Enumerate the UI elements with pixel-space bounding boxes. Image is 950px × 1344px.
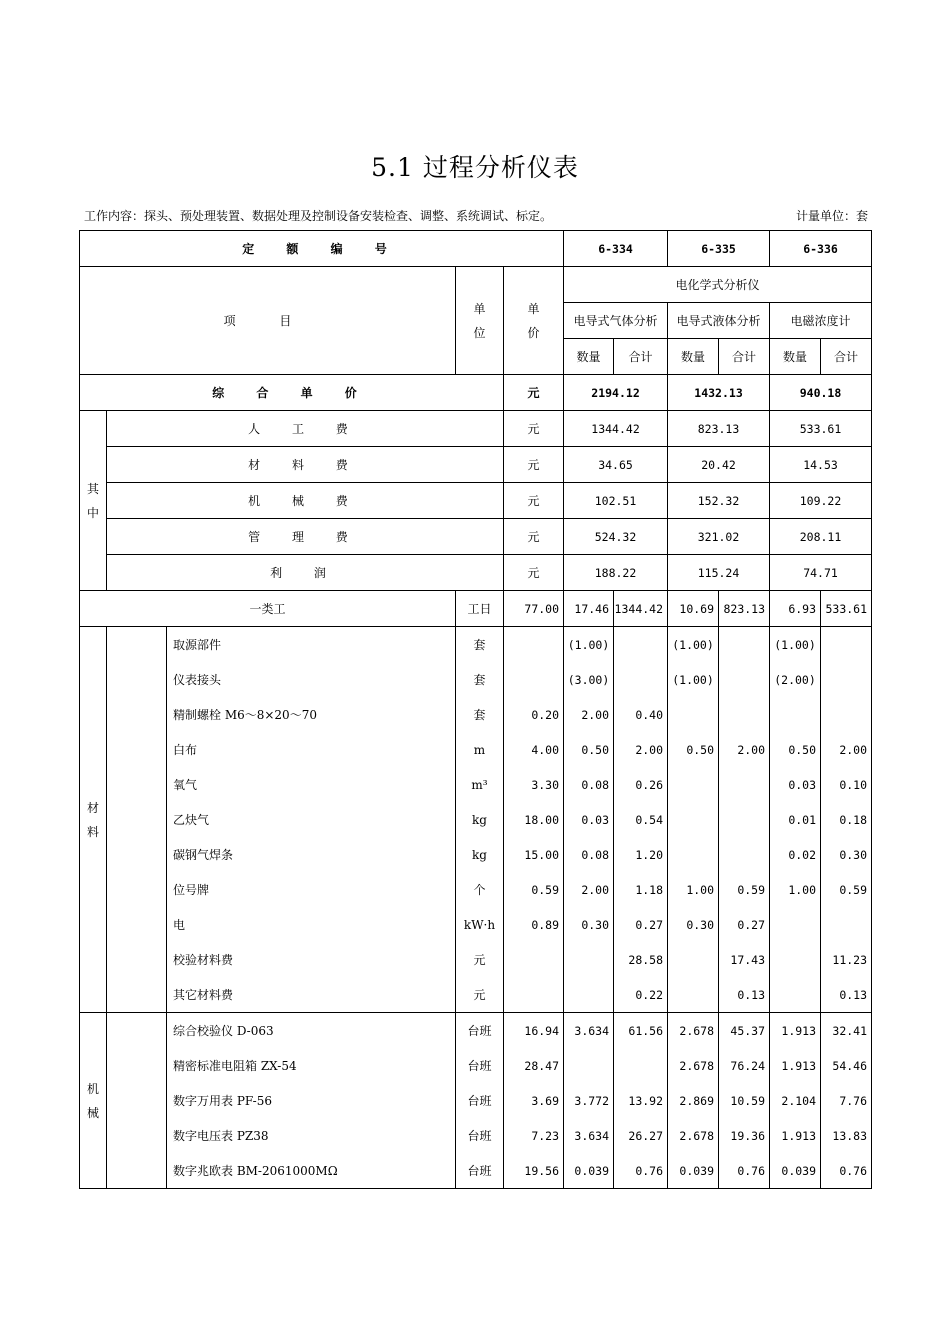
unit-header: 单位 <box>456 267 504 375</box>
materials-cell: 0.03 <box>770 767 821 802</box>
price-header: 单价 <box>504 267 564 375</box>
materials-cell: 0.01 <box>770 802 821 837</box>
materials-price <box>504 627 564 663</box>
materials-cell: 2.00 <box>564 697 614 732</box>
breakdown-value: 74.71 <box>770 555 872 591</box>
machinery-name: 数字电压表 PZ38 <box>167 1118 456 1153</box>
materials-price: 3.30 <box>504 767 564 802</box>
labor-price: 77.00 <box>504 591 564 627</box>
materials-cell <box>719 627 770 663</box>
breakdown-value: 34.65 <box>564 447 668 483</box>
qty-label: 数量 <box>668 339 719 375</box>
header-row-group <box>80 267 872 303</box>
breakdown-value: 208.11 <box>770 519 872 555</box>
materials-cell: 0.50 <box>668 732 719 767</box>
machinery-cell: 0.039 <box>770 1153 821 1189</box>
materials-cell <box>719 662 770 697</box>
materials-name: 电 <box>167 907 456 942</box>
machinery-cell: 0.039 <box>564 1153 614 1189</box>
materials-name: 校验材料费 <box>167 942 456 977</box>
quota-no-label: 定 额 编 号 <box>80 231 564 267</box>
machinery-cell <box>614 1048 668 1083</box>
breakdown-row <box>80 411 872 447</box>
materials-row <box>80 977 872 1013</box>
materials-row <box>80 662 872 697</box>
materials-name: 取源部件 <box>167 627 456 663</box>
materials-cell: 0.40 <box>614 697 668 732</box>
materials-cell: 0.27 <box>614 907 668 942</box>
machinery-cell: 2.678 <box>668 1048 719 1083</box>
materials-cell: 0.59 <box>719 872 770 907</box>
machinery-cell: 3.634 <box>564 1013 614 1049</box>
machinery-cell: 45.37 <box>719 1013 770 1049</box>
breakdown-value: 533.61 <box>770 411 872 447</box>
materials-cell <box>719 767 770 802</box>
machinery-cell: 2.678 <box>668 1118 719 1153</box>
materials-cell: 0.10 <box>821 767 872 802</box>
materials-name: 乙炔气 <box>167 802 456 837</box>
materials-row <box>80 627 872 663</box>
work-content: 工作内容：探头、预处理装置、数据处理及控制设备安装检查、调整、系统调试、标定。 <box>84 209 553 223</box>
machinery-unit: 台班 <box>456 1153 504 1189</box>
materials-name: 氧气 <box>167 767 456 802</box>
subtype-label: 电导式气体分析 <box>564 303 668 339</box>
machinery-name: 综合校验仪 D-063 <box>167 1013 456 1049</box>
machinery-cell: 0.039 <box>668 1153 719 1189</box>
materials-cell: 0.26 <box>614 767 668 802</box>
labor-label: 一类工 <box>80 591 456 627</box>
subtype-label: 电导式液体分析 <box>668 303 770 339</box>
materials-price: 4.00 <box>504 732 564 767</box>
materials-cell: 2.00 <box>719 732 770 767</box>
machinery-cell: 26.27 <box>614 1118 668 1153</box>
materials-row <box>80 942 872 977</box>
labor-row <box>80 591 872 627</box>
labor-cell: 6.93 <box>770 591 821 627</box>
breakdown-label: 管 理 费 <box>107 519 504 555</box>
materials-cell: 0.18 <box>821 802 872 837</box>
materials-cell <box>719 697 770 732</box>
machinery-cell: 0.76 <box>821 1153 872 1189</box>
summary-value: 2194.12 <box>564 375 668 411</box>
materials-unit: kg <box>456 802 504 837</box>
breakdown-unit: 元 <box>504 555 564 591</box>
materials-cell: 2.00 <box>821 732 872 767</box>
machinery-cell: 0.76 <box>614 1153 668 1189</box>
breakdown-group-label: 其中 <box>80 411 107 591</box>
machinery-group-label: 机械 <box>80 1013 107 1189</box>
breakdown-value: 14.53 <box>770 447 872 483</box>
materials-cell: (1.00) <box>770 627 821 663</box>
machinery-cell: 2.104 <box>770 1083 821 1118</box>
materials-unit: 个 <box>456 872 504 907</box>
machinery-cell: 1.913 <box>770 1048 821 1083</box>
materials-cell: 0.08 <box>564 837 614 872</box>
machinery-unit: 台班 <box>456 1083 504 1118</box>
summary-value: 940.18 <box>770 375 872 411</box>
quota-code: 6-335 <box>668 231 770 267</box>
group-label: 电化学式分析仪 <box>564 267 872 303</box>
materials-cell: 0.54 <box>614 802 668 837</box>
machinery-cell: 10.59 <box>719 1083 770 1118</box>
materials-cell <box>719 837 770 872</box>
machinery-cell: 32.41 <box>821 1013 872 1049</box>
materials-cell: 0.30 <box>564 907 614 942</box>
machinery-row <box>80 1013 872 1049</box>
materials-cell: 0.22 <box>614 977 668 1013</box>
breakdown-label: 人 工 费 <box>107 411 504 447</box>
materials-group-label: 材料 <box>80 627 107 1013</box>
machinery-row <box>80 1118 872 1153</box>
materials-name: 碳钢气焊条 <box>167 837 456 872</box>
breakdown-label: 机 械 费 <box>107 483 504 519</box>
machinery-name: 精密标准电阻箱 ZX-54 <box>167 1048 456 1083</box>
breakdown-label: 利 润 <box>107 555 504 591</box>
materials-cell <box>821 662 872 697</box>
materials-row <box>80 732 872 767</box>
breakdown-row <box>80 555 872 591</box>
machinery-price: 7.23 <box>504 1118 564 1153</box>
materials-cell: 0.08 <box>564 767 614 802</box>
materials-unit: 套 <box>456 662 504 697</box>
materials-cell <box>564 977 614 1013</box>
breakdown-value: 20.42 <box>668 447 770 483</box>
labor-cell: 10.69 <box>668 591 719 627</box>
materials-row <box>80 802 872 837</box>
materials-spacer <box>107 627 167 1013</box>
machinery-cell: 7.76 <box>821 1083 872 1118</box>
materials-cell: 1.20 <box>614 837 668 872</box>
materials-cell: 11.23 <box>821 942 872 977</box>
materials-row <box>80 837 872 872</box>
materials-cell: (3.00) <box>564 662 614 697</box>
materials-price: 0.20 <box>504 697 564 732</box>
materials-cell: 0.13 <box>821 977 872 1013</box>
machinery-row <box>80 1153 872 1189</box>
materials-cell: 2.00 <box>614 732 668 767</box>
machinery-cell <box>564 1048 614 1083</box>
machinery-cell: 3.772 <box>564 1083 614 1118</box>
machinery-row <box>80 1083 872 1118</box>
machinery-cell: 19.36 <box>719 1118 770 1153</box>
qty-label: 数量 <box>564 339 614 375</box>
machinery-cell: 0.76 <box>719 1153 770 1189</box>
materials-cell: 0.27 <box>719 907 770 942</box>
materials-price <box>504 977 564 1013</box>
materials-cell <box>668 977 719 1013</box>
breakdown-value: 115.24 <box>668 555 770 591</box>
quota-no-row <box>80 231 872 267</box>
materials-cell: (1.00) <box>668 627 719 663</box>
materials-row <box>80 907 872 942</box>
machinery-cell: 13.83 <box>821 1118 872 1153</box>
labor-cell: 533.61 <box>821 591 872 627</box>
labor-unit: 工日 <box>456 591 504 627</box>
breakdown-row <box>80 519 872 555</box>
materials-unit: 元 <box>456 942 504 977</box>
breakdown-label: 材 料 费 <box>107 447 504 483</box>
materials-cell <box>564 942 614 977</box>
breakdown-value: 823.13 <box>668 411 770 447</box>
breakdown-value: 1344.42 <box>564 411 668 447</box>
total-label: 合计 <box>719 339 770 375</box>
breakdown-value: 321.02 <box>668 519 770 555</box>
breakdown-row <box>80 447 872 483</box>
item-label: 项 目 <box>80 267 456 375</box>
materials-cell <box>668 767 719 802</box>
materials-price: 15.00 <box>504 837 564 872</box>
machinery-price: 19.56 <box>504 1153 564 1189</box>
materials-cell <box>614 662 668 697</box>
machinery-cell: 76.24 <box>719 1048 770 1083</box>
materials-cell <box>668 802 719 837</box>
materials-unit: 套 <box>456 627 504 663</box>
machinery-cell: 2.869 <box>668 1083 719 1118</box>
quota-table <box>79 230 872 1189</box>
machinery-unit: 台班 <box>456 1013 504 1049</box>
breakdown-unit: 元 <box>504 483 564 519</box>
materials-cell: 0.13 <box>719 977 770 1013</box>
materials-cell <box>821 697 872 732</box>
labor-cell: 823.13 <box>719 591 770 627</box>
breakdown-row <box>80 483 872 519</box>
materials-cell: 1.00 <box>668 872 719 907</box>
materials-name: 仪表接头 <box>167 662 456 697</box>
materials-cell: 0.02 <box>770 837 821 872</box>
materials-price: 0.89 <box>504 907 564 942</box>
materials-cell: 1.00 <box>770 872 821 907</box>
materials-cell: 0.30 <box>821 837 872 872</box>
machinery-cell: 3.634 <box>564 1118 614 1153</box>
machinery-price: 16.94 <box>504 1013 564 1049</box>
materials-row <box>80 697 872 732</box>
materials-price <box>504 662 564 697</box>
materials-row <box>80 872 872 907</box>
materials-price: 0.59 <box>504 872 564 907</box>
breakdown-value: 102.51 <box>564 483 668 519</box>
materials-cell: 28.58 <box>614 942 668 977</box>
machinery-price: 3.69 <box>504 1083 564 1118</box>
breakdown-value: 109.22 <box>770 483 872 519</box>
machinery-price: 28.47 <box>504 1048 564 1083</box>
materials-unit: 元 <box>456 977 504 1013</box>
materials-name: 位号牌 <box>167 872 456 907</box>
machinery-cell: 2.678 <box>668 1013 719 1049</box>
labor-cell: 17.46 <box>564 591 614 627</box>
materials-cell: 0.50 <box>770 732 821 767</box>
materials-price <box>504 942 564 977</box>
machinery-name: 数字兆欧表 BM-2061000MΩ <box>167 1153 456 1189</box>
qty-label: 数量 <box>770 339 821 375</box>
materials-cell <box>770 942 821 977</box>
materials-price: 18.00 <box>504 802 564 837</box>
breakdown-unit: 元 <box>504 519 564 555</box>
machinery-name: 数字万用表 PF-56 <box>167 1083 456 1118</box>
materials-cell: 0.03 <box>564 802 614 837</box>
summary-row <box>80 375 872 411</box>
materials-cell <box>719 802 770 837</box>
materials-cell: 0.30 <box>668 907 719 942</box>
materials-cell <box>821 627 872 663</box>
machinery-unit: 台班 <box>456 1048 504 1083</box>
materials-cell: 0.59 <box>821 872 872 907</box>
labor-cell: 1344.42 <box>614 591 668 627</box>
breakdown-unit: 元 <box>504 411 564 447</box>
machinery-cell: 13.92 <box>614 1083 668 1118</box>
materials-cell <box>770 697 821 732</box>
materials-name: 精制螺栓 M6～8×20～70 <box>167 697 456 732</box>
breakdown-value: 524.32 <box>564 519 668 555</box>
total-label: 合计 <box>614 339 668 375</box>
quota-code: 6-336 <box>770 231 872 267</box>
summary-unit: 元 <box>504 375 564 411</box>
machinery-spacer <box>107 1013 167 1189</box>
materials-cell: 1.18 <box>614 872 668 907</box>
unit-note: 计量单位：套 <box>795 209 868 223</box>
materials-cell: (2.00) <box>770 662 821 697</box>
materials-cell: (1.00) <box>564 627 614 663</box>
subtype-label: 电磁浓度计 <box>770 303 872 339</box>
materials-unit: 套 <box>456 697 504 732</box>
materials-unit: m³ <box>456 767 504 802</box>
materials-cell <box>668 697 719 732</box>
total-label: 合计 <box>821 339 872 375</box>
materials-cell <box>668 837 719 872</box>
materials-cell <box>770 907 821 942</box>
page-title: 5.1 过程分析仪表 <box>371 153 579 182</box>
materials-name: 其它材料费 <box>167 977 456 1013</box>
materials-cell <box>614 627 668 663</box>
materials-cell: (1.00) <box>668 662 719 697</box>
materials-cell <box>821 907 872 942</box>
materials-unit: kg <box>456 837 504 872</box>
breakdown-unit: 元 <box>504 447 564 483</box>
machinery-cell: 1.913 <box>770 1118 821 1153</box>
materials-cell <box>668 942 719 977</box>
summary-value: 1432.13 <box>668 375 770 411</box>
materials-row <box>80 767 872 802</box>
materials-cell: 0.50 <box>564 732 614 767</box>
materials-cell: 2.00 <box>564 872 614 907</box>
machinery-cell: 54.46 <box>821 1048 872 1083</box>
machinery-row <box>80 1048 872 1083</box>
machinery-unit: 台班 <box>456 1118 504 1153</box>
materials-name: 白布 <box>167 732 456 767</box>
breakdown-value: 188.22 <box>564 555 668 591</box>
materials-cell <box>770 977 821 1013</box>
materials-unit: m <box>456 732 504 767</box>
summary-label: 综 合 单 价 <box>80 375 504 411</box>
machinery-cell: 1.913 <box>770 1013 821 1049</box>
machinery-cell: 61.56 <box>614 1013 668 1049</box>
breakdown-value: 152.32 <box>668 483 770 519</box>
materials-cell: 17.43 <box>719 942 770 977</box>
quota-code: 6-334 <box>564 231 668 267</box>
materials-unit: kW·h <box>456 907 504 942</box>
